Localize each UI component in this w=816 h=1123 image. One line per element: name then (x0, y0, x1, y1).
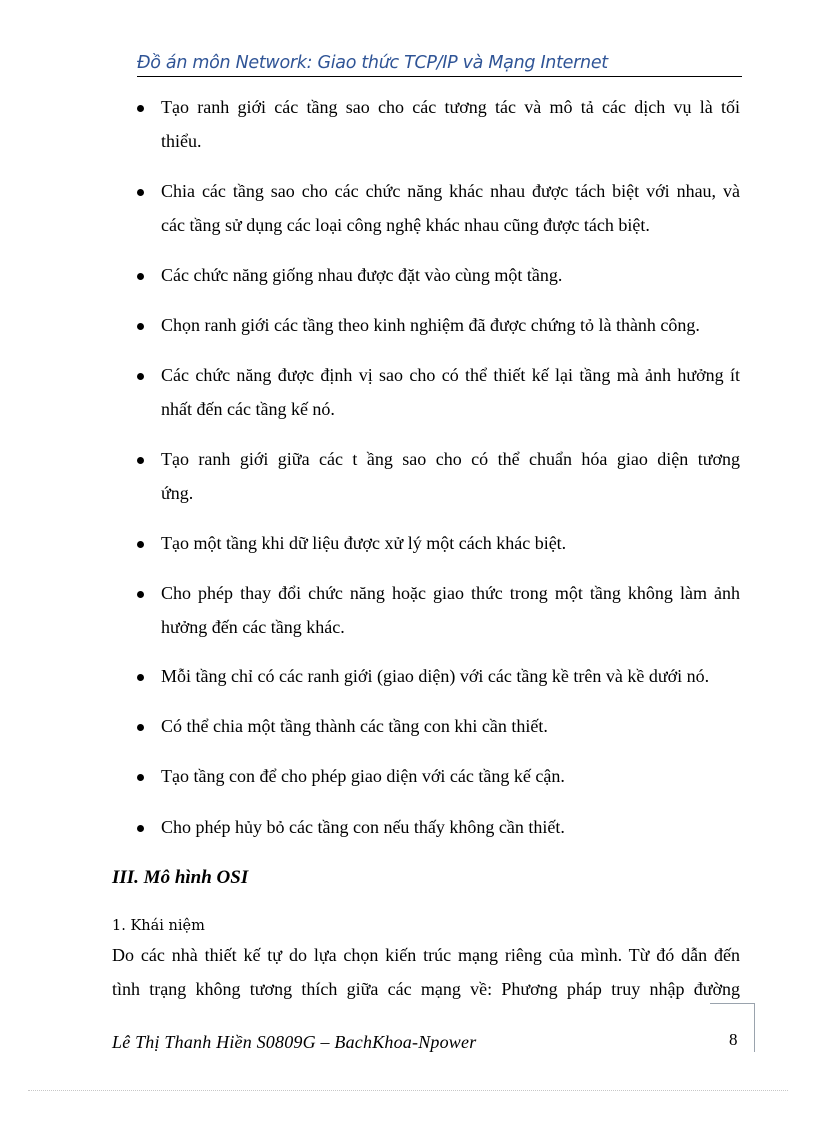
bullet-icon (137, 373, 144, 380)
header-title: Đồ án môn Network: Giao thức TCP/IP và Mạng Internet (137, 53, 608, 73)
list-item-text: Có thể chia một tầng thành các tầng con khi cần thiết. (161, 716, 548, 736)
list-item-text: Tạo tầng con để cho phép giao diện với các tầng kế cận. (161, 766, 565, 786)
footer-divider (710, 1003, 755, 1004)
list-item-text: nhất đến các tầng kế nó. (161, 399, 335, 419)
list-item-text: Cho phép hủy bỏ các tầng con nếu thấy không cần thiết. (161, 817, 565, 837)
bullet-icon (137, 724, 144, 731)
bullet-icon (137, 273, 144, 280)
list-item-text: hưởng đến các tầng khác. (161, 617, 345, 637)
bullet-icon (137, 591, 144, 598)
list-item-text: Cho phép thay đổi chức năng hoặc giao thức trong một tầng không làm ảnh (161, 583, 740, 603)
body-text-line: Do các nhà thiết kế tự do lựa chọn kiến trúc mạng riêng của mình. Từ đó dẫn đến (112, 945, 740, 965)
section-heading: III. Mô hình OSI (112, 867, 249, 888)
sub-heading: 1. Khái niệm (112, 918, 205, 934)
list-item-text: các tầng sử dụng các loại công nghệ khác nhau cũng được tách biệt. (161, 215, 650, 235)
list-item-text: Tạo ranh giới các tầng sao cho các tương tác và mô tả các dịch vụ là tối (161, 97, 740, 117)
footer-divider (754, 1003, 755, 1052)
list-item-text: ứng. (161, 483, 194, 503)
page-break-divider (28, 1090, 788, 1091)
bullet-icon (137, 189, 144, 196)
bullet-icon (137, 323, 144, 330)
body-text-line: tình trạng không tương thích giữa các mạng về: Phương pháp truy nhập đường (112, 979, 740, 999)
bullet-icon (137, 457, 144, 464)
list-item-text: Chia các tầng sao cho các chức năng khác nhau được tách biệt với nhau, và (161, 181, 740, 201)
bullet-icon (137, 105, 144, 112)
list-item-text: Chọn ranh giới các tầng theo kinh nghiệm đã được chứng tỏ là thành công. (161, 315, 700, 335)
bullet-icon (137, 674, 144, 681)
page-number: 8 (729, 1030, 738, 1049)
bullet-icon (137, 774, 144, 781)
list-item-text: Mỗi tầng chỉ có các ranh giới (giao diện) với các tầng kề trên và kề dưới nó. (161, 666, 710, 686)
list-item-text: Các chức năng giống nhau được đặt vào cùng một tầng. (161, 265, 563, 285)
list-item-text: Tạo ranh giới giữa các t ầng sao cho có thể chuẩn hóa giao diện tương (161, 449, 740, 469)
page-header (137, 52, 742, 77)
list-item-text: thiểu. (161, 131, 202, 151)
list-item-text: Các chức năng được định vị sao cho có thể thiết kế lại tầng mà ảnh hưởng ít (161, 365, 740, 385)
bullet-icon (137, 825, 144, 832)
bullet-icon (137, 541, 144, 548)
footer-author: Lê Thị Thanh Hiền S0809G – BachKhoa-Npower (112, 1032, 477, 1052)
list-item-text: Tạo một tầng khi dữ liệu được xử lý một cách khác biệt. (161, 533, 567, 553)
